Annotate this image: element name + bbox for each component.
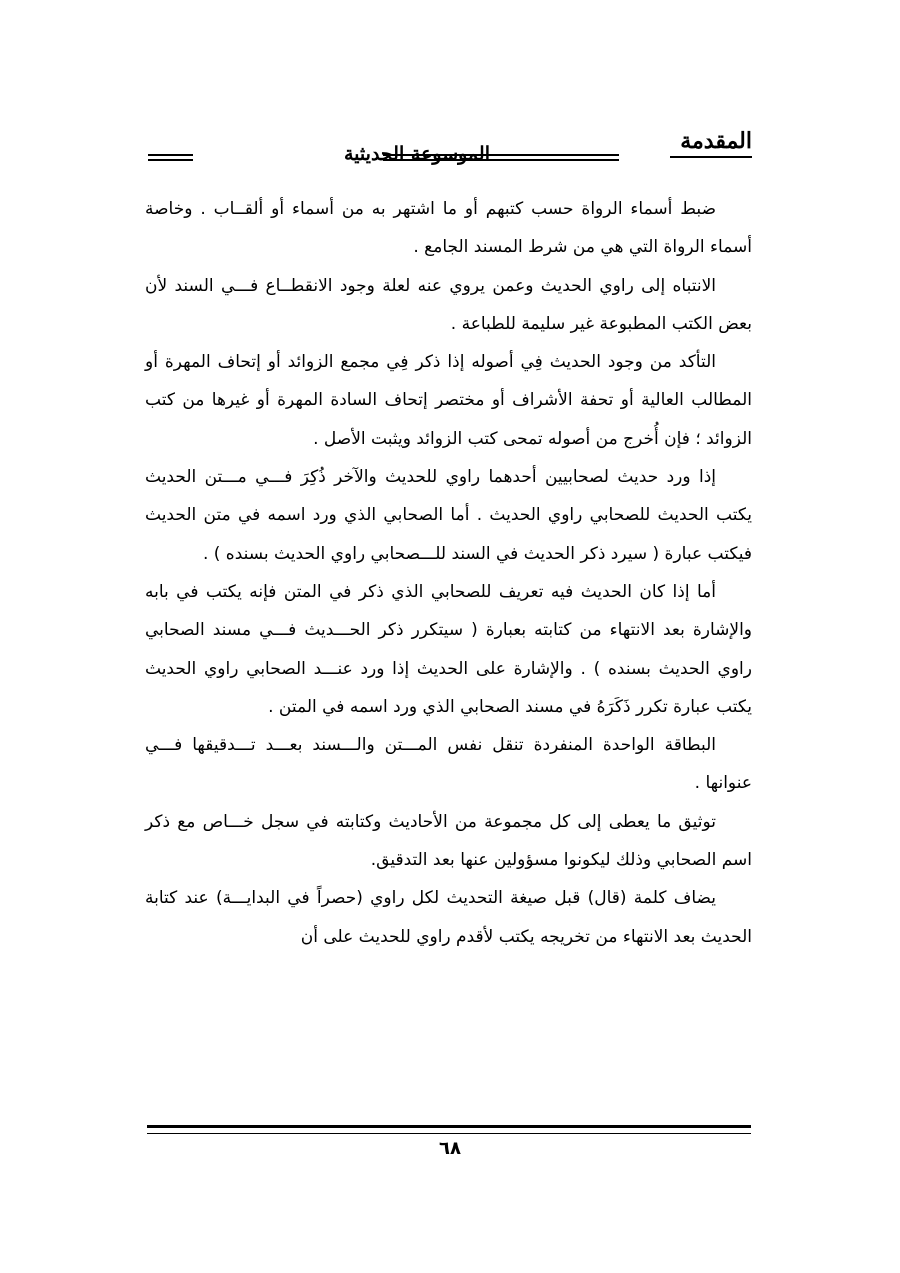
header-rule-left bbox=[148, 154, 193, 161]
paragraph: البطاقة الواحدة المنفردة تنقل نفس المـــتن والـــسند بعـــد تـــدقيقها فـــي عنوانها . bbox=[145, 735, 752, 794]
paragraph: توثيق ما يعطى إلى كل مجموعة من الأحاديث وكتابته في سجل خـــاص مع ذكر اسم الصحابي وذلك ليكونوا مسؤولين عنها بعد التدقيق. bbox=[145, 811, 752, 871]
paragraph: إذا ورد حديث لصحابيين أحدهما راوي للحديث والآخر ذُكِرَ فـــي مـــتن الحديث يكتب الحديث للصحابي راوي الحديث . أما الصحابي الذي ورد اسمه في متن الحديث فيكتب عبارة ( سيرد ذكر الحديث في السند للـــصحابي راوي الحديث بسنده ) . bbox=[145, 467, 752, 564]
section-title-underline bbox=[670, 156, 752, 158]
paragraph: أما إذا كان الحديث فيه تعريف للصحابي الذي ذكر في المتن فإنه يكتب في بابه والإشارة بعد الانتهاء من كتابته بعبارة ( سيتكرر ذكر الحـــديث فـــي مسند الصحابي راوي الحديث بسنده ) . والإشارة على الحديث إذا ورد عنـــد الصحابي راوي الحديث يكتب عبارة تكرر ذَكَرَهُ في مسند الصحابي الذي ورد اسمه في المتن . bbox=[145, 581, 752, 717]
paragraph: ضبط أسماء الرواة حسب كتبهم أو ما اشتهر به من أسماء أو ألقــاب . وخاصة أسماء الرواة التي هي من شرط المسند الجامع . bbox=[145, 199, 752, 258]
paragraph: يضاف كلمة (قال) قبل صيغة التحديث لكل راوي (حصراً في البدايـــة) عند كتابة الحديث بعد الانتهاء من تخريجه يكتب لأقدم راوي للحديث على أن bbox=[145, 888, 752, 947]
page-header bbox=[145, 118, 752, 168]
footer-rule bbox=[147, 1125, 751, 1134]
page-body bbox=[145, 190, 752, 956]
paragraph: التأكد من وجود الحديث فِي أصوله إذا ذكر فِي مجمع الزوائد أو إتحاف المهرة أو المطالب العالية أو تحفة الأشراف أو مختصر إتحاف السادة المهرة أو غيرها من كتب الزوائد ؛ فإن أُخرج من أصوله تمحى كتب الزوائد ويثبت الأصل . bbox=[145, 352, 752, 449]
section-title: المقدمة bbox=[680, 128, 752, 154]
page-number: ٦٨ bbox=[439, 1138, 461, 1159]
paragraph: الانتباه إلى راوي الحديث وعمن يروي عنه لعلة وجود الانقطــاع فـــي السند لأن بعض الكتب المطبوعة غير سليمة للطباعة . bbox=[145, 275, 752, 334]
book-title: الموسوعة الحديثية bbox=[344, 143, 490, 165]
